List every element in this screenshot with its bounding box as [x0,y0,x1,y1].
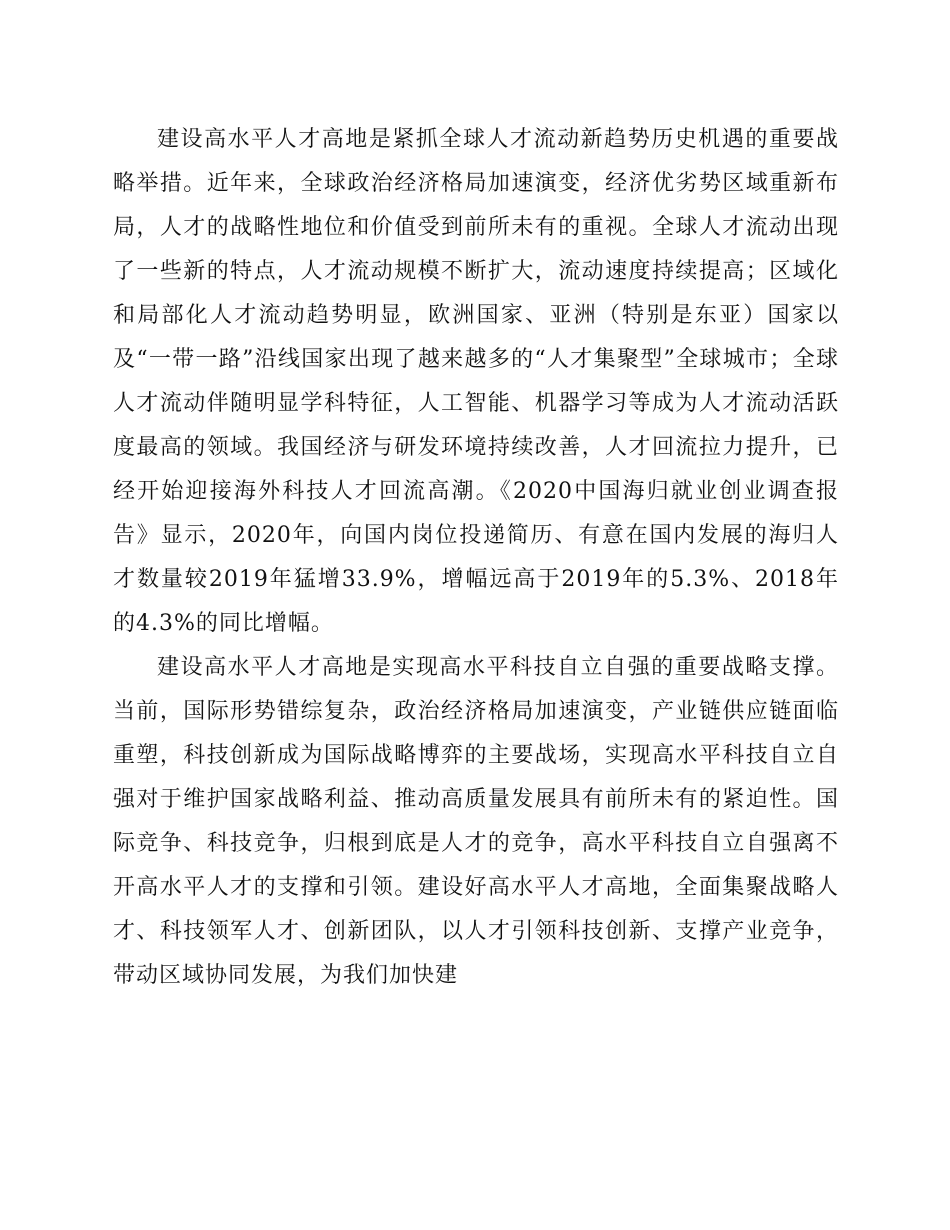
body-text [113,118,839,998]
paragraph-talent-flow: 建设高水平人才高地是紧抓全球人才流动新趋势历史机遇的重要战略举措。近年来，全球政治经济格局加速演变，经济优劣势区域重新布局，人才的战略性地位和价值受到前所未有的重视。全球人才流动出现了一些新的特点，人才流动规模不断扩大，流动速度持续提高；区域化和局部化人才流动趋势明显，欧洲国家、亚洲（特别是东亚）国家以及“一带一路”沿线国家出现了越来越多的“人才集聚型”全球城市；全球人才流动伴随明显学科特征，人工智能、机器学习等成为人才流动活跃度最高的领域。我国经济与研发环境持续改善，人才回流拉力提升，已经开始迎接海外科技人才回流高潮。《2020中国海归就业创业调查报告》显示，2020年，向国内岗位投递简历、有意在国内发展的海归人才数量较2019年猛增33.9%，增幅远高于2019年的5.3%、2018年的4.3%的同比增幅。 [113,127,839,636]
paragraph-tech-self-reliance: 建设高水平人才高地是实现高水平科技自立自强的重要战略支撑。当前，国际形势错综复杂，政治经济格局加速演变，产业链供应链面临重塑，科技创新成为国际战略博弈的主要战场，实现高水平科技自立自强对于维护国家战略利益、推动高质量发展具有前所未有的紧迫性。国际竞争、科技竞争，归根到底是人才的竞争，高水平科技自立自强离不开高水平人才的支撑和引领。建设好高水平人才高地，全面集聚战略人才、科技领军人才、创新团队，以人才引领科技创新、支撑产业竞争，带动区域协同发展，为我们加快建 [113,655,839,988]
